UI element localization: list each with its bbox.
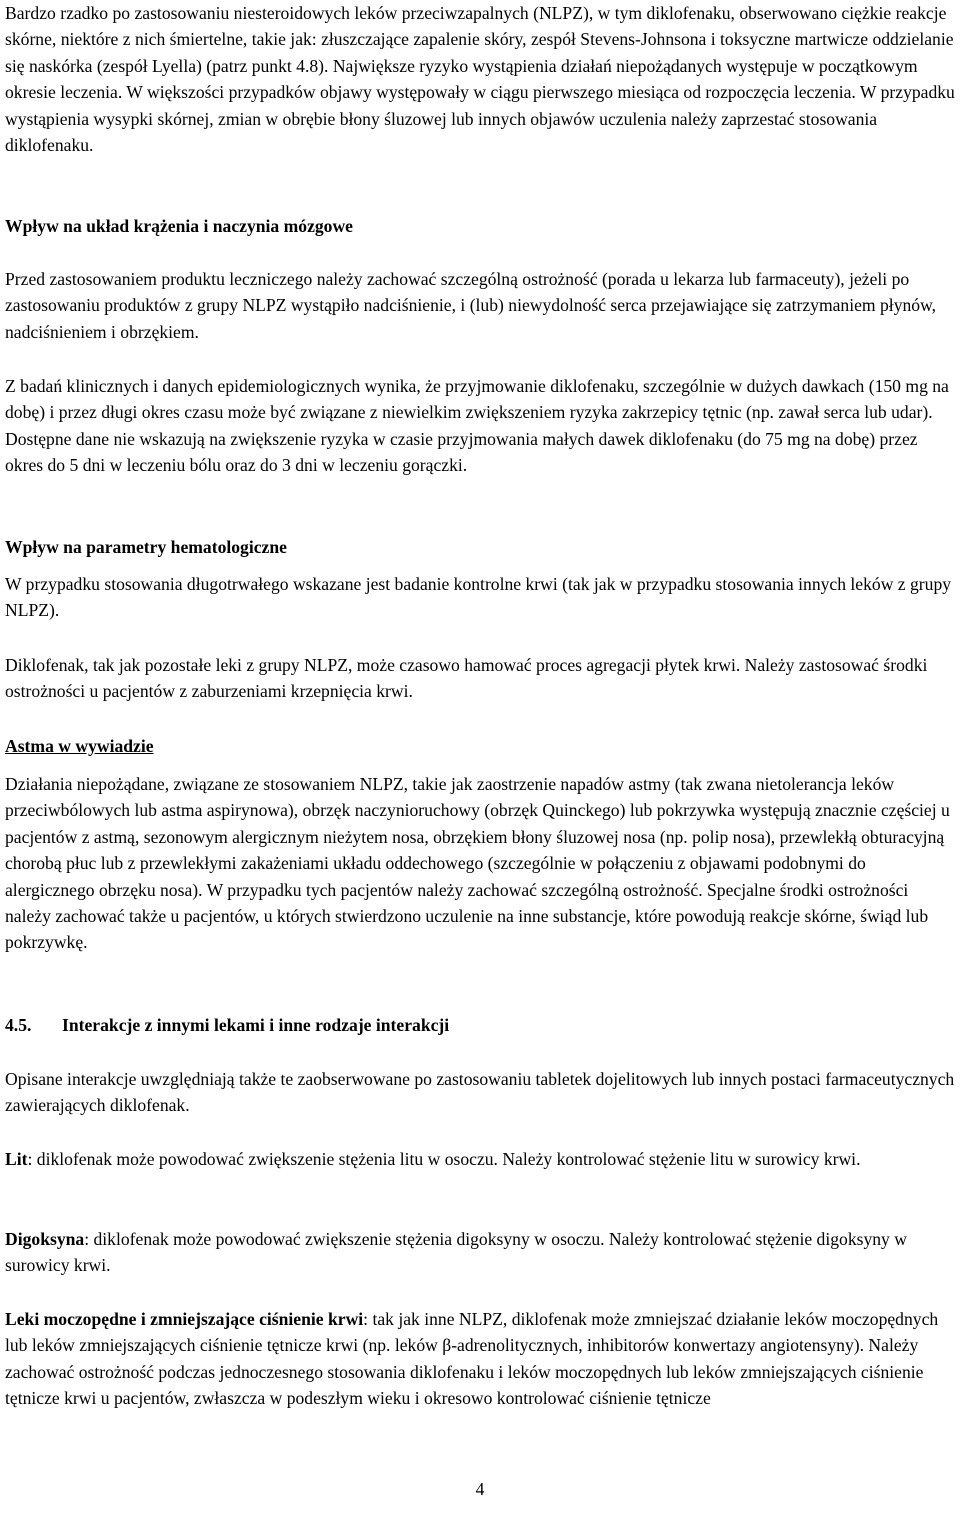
paragraph-lithium [5,1146,957,1172]
heading-asthma: Astma w wywiadzie [5,736,154,756]
heading-circulation: Wpływ na układ krążenia i naczynia mózgowe [5,216,353,236]
paragraph-skin-reactions: Bardzo rzadko po zastosowaniu niesteroidowych leków przeciwzapalnych (NLPZ), w tym diklofenaku, obserwowano ciężkie reakcje skórne, niektóre z nich śmiertelne, takie jak: złuszczające zapalenie skóry, zespół Stevens-Johnsona i toksyczne martwicze oddzielanie się naskórka (zespół Lyella) (patrz punkt 4.8). Największe ryzyko wystąpienia działań niepożądanych występuje w początkowym okresie leczenia. W większości przypadków objawy występowały w ciągu pierwszego miesiąca od rozpoczęcia leczenia. W przypadku wystąpienia wysypki skórnej, zmian w obrębie błony śluzowej lub innych objawów uczulenia należy zaprzestać stosowania diklofenaku. [5,3,955,156]
paragraph-asthma: Działania niepożądane, związane ze stosowaniem NLPZ, takie jak zaostrzenie napadów astmy (tak zwana nietolerancja leków przeciwbólowych lub astma aspirynowa), obrzęk naczynioruchowy (obrzęk Quinckego) lub pokrzywka występują znacznie częściej u pacjentów z astmą, sezonowym alergicznym nieżytem nosa, obrzękiem błony śluzowej nosa (np. polip nosa), przewlekłą obturacyjną chorobą płuc lub z przewlekłymi zakażeniami układu oddechowego (szczególnie w połączeniu z objawami podobnymi do alergicznego obrzęku nosa). W przypadku tych pacjentów należy zachować szczególną ostrożność. Specjalne środki ostrożności należy zachować także u pacjentów, u których stwierdzono uczulenie na inne substancje, które powodują reakcje skórne, świąd lub pokrzywkę. [5,774,950,953]
section-number: 4.5. [5,1015,32,1035]
heading-hematology: Wpływ na parametry hematologiczne [5,537,287,557]
digoxin-label: Digoksyna [5,1229,85,1249]
lithium-text: : diklofenak może powodować zwiększenie stężenia litu w osoczu. Należy kontrolować stężenie litu w surowicy krwi. [27,1149,861,1169]
paragraph-hematology-1: W przypadku stosowania długotrwałego wskazane jest badanie kontrolne krwi (tak jak w przypadku stosowania innych leków z grupy NLPZ). [5,574,952,621]
diuretics-label: Leki moczopędne i zmniejszające ciśnienie krwi [5,1309,364,1329]
paragraph-diuretics [5,1306,957,1412]
paragraph-hematology-2: Diklofenak, tak jak pozostałe leki z grupy NLPZ, może czasowo hamować proces agregacji płytek krwi. Należy zastosować środki ostrożności u pacjentów z zaburzeniami krzepnięcia krwi. [5,655,928,702]
diuretics-text: : tak jak inne NLPZ, diklofenak może zmniejszać działanie leków moczopędnych lub leków zmniejszających ciśnienie tętnicze krwi (np. leków β-adrenolitycznych, inhibitorów konwertazy angiotensyny). Należy zachować ostrożność podczas jednoczesnego stosowania diklofenaku i leków moczopędnych lub leków zmniejszających ciśnienie tętnicze krwi u pacjentów, zwłaszcza w podeszłym wieku i okresowo kontrolować ciśnienie tętnicze [5,1309,939,1409]
page-number: 4 [475,1479,485,1499]
lithium-label: Lit [5,1149,28,1169]
paragraph-circulation-2: Z badań klinicznych i danych epidemiologicznych wynika, że przyjmowanie diklofenaku, szczególnie w dużych dawkach (150 mg na dobę) i przez długi okres czasu może być związane z niewielkim zwiększeniem ryzyka zakrzepicy tętnic (np. zawał serca lub udar). Dostępne dane nie wskazują na zwiększenie ryzyka w czasie przyjmowania małych dawek diklofenaku (do 75 mg na dobę) przez okres do 5 dni w leczeniu bólu oraz do 3 dni w leczeniu gorączki. [5,376,949,476]
paragraph-interactions-intro: Opisane interakcje uwzględniają także te zaobserwowane po zastosowaniu tabletek dojelitowych lub innych postaci farmaceutycznych zawierających diklofenak. [5,1069,955,1116]
paragraph-circulation-1: Przed zastosowaniem produktu leczniczego należy zachować szczególną ostrożność (porada u lekarza lub farmaceuty), jeżeli po zastosowaniu produktów z grupy NLPZ wystąpiło nadciśnienie, i (lub) niewydolność serca przejawiające się zatrzymaniem płynów, nadciśnieniem i obrzękiem. [5,269,937,342]
section-title: Interakcje z innymi lekami i inne rodzaje interakcji [62,1015,450,1035]
paragraph-digoxin [5,1226,957,1279]
digoxin-text: : diklofenak może powodować zwiększenie stężenia digoksyny w osoczu. Należy kontrolować stężenie digoksyny w surowicy krwi. [5,1229,907,1276]
